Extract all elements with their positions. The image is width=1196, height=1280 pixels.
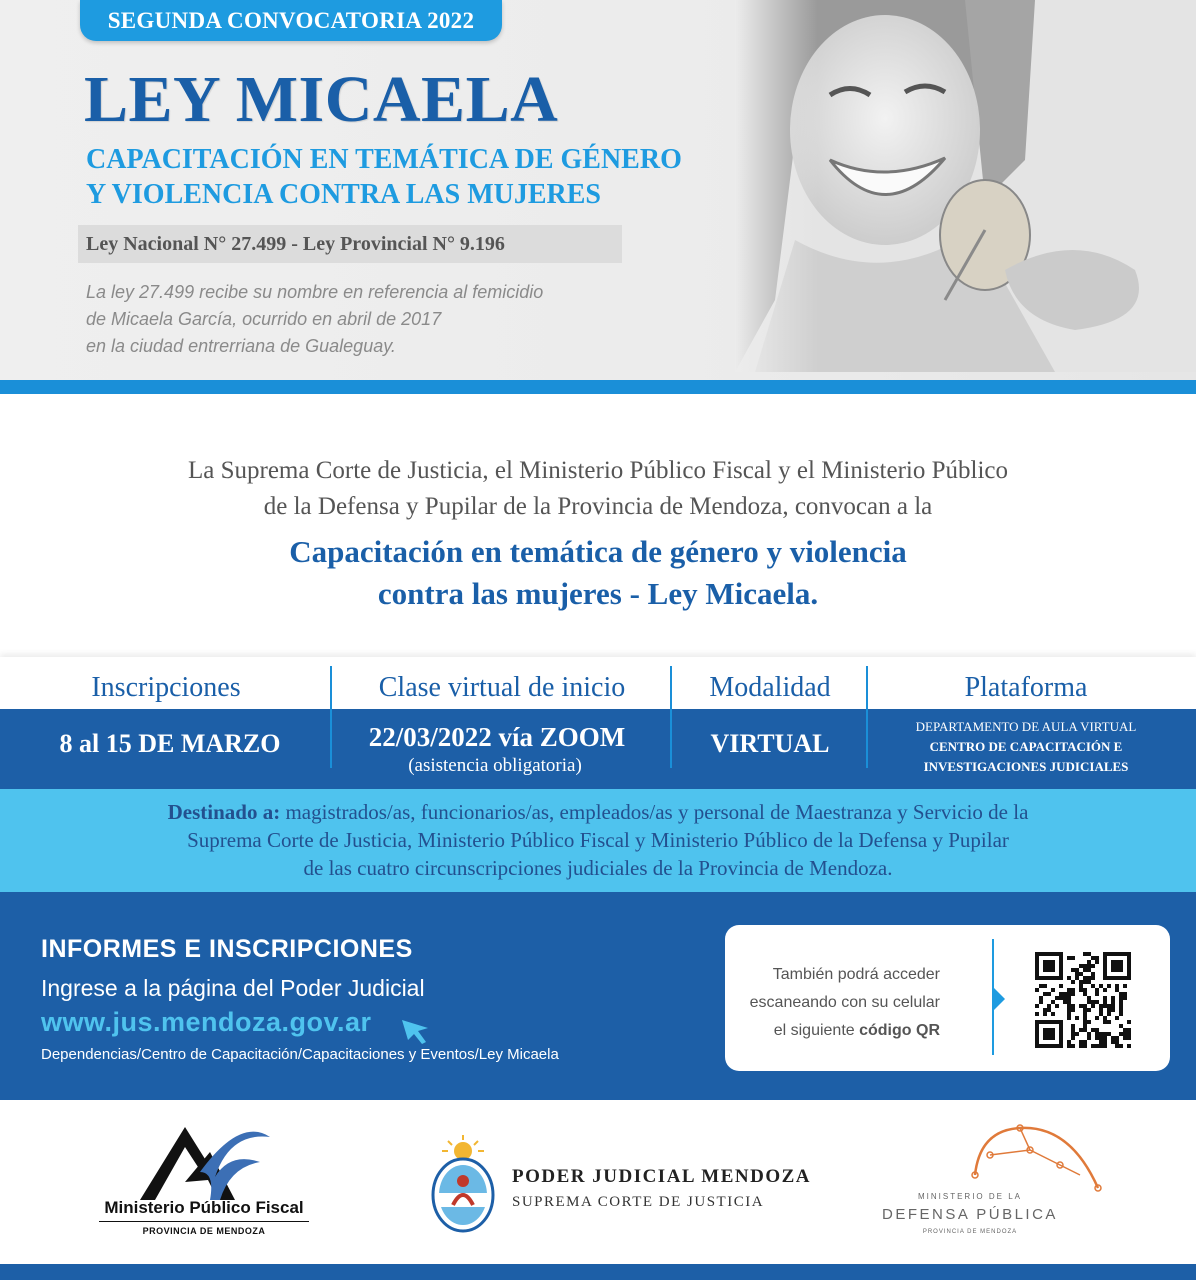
mpf-emblem-icon <box>130 1122 280 1202</box>
qr-text-line-3 <box>774 1017 940 1045</box>
mpf-name: Ministerio Público Fiscal <box>104 1198 304 1217</box>
convocation-headline-1: Capacitación en temática de género y violencia <box>289 534 907 569</box>
header-inscripciones: Inscripciones <box>91 672 241 703</box>
header-banner <box>0 0 1196 380</box>
subtitle-line-1: CAPACITACIÓN EN TEMÁTICA DE GÉNERO <box>86 144 682 175</box>
cursor-arrow-icon <box>398 1016 434 1046</box>
footer-bar <box>0 1264 1196 1280</box>
website-link[interactable]: www.jus.mendoza.gov.ar <box>41 1007 372 1037</box>
header-modalidad: Modalidad <box>709 672 831 703</box>
intro-text-line-1: La ley 27.499 recibe su nombre en referencia al femicidio <box>86 282 544 302</box>
qr-code[interactable] <box>1035 952 1131 1048</box>
convocation-headline-2: contra las mujeres - Ley Micaela. <box>377 576 819 611</box>
convocation-line-2: de la Defensa y Pupilar de la Provincia de Mendoza, convocan a la <box>263 493 933 520</box>
column-divider <box>330 666 332 768</box>
pj-subtitle: SUPREMA CORTE DE JUSTICIA <box>512 1194 765 1210</box>
page-title: LEY MICAELA <box>84 63 559 136</box>
law-numbers: Ley Nacional N° 27.499 - Ley Provincial N° 9.196 <box>78 225 622 263</box>
header-divider <box>0 380 1196 394</box>
audience-label: Destinado a: <box>167 800 281 824</box>
plataforma-line-1: DEPARTAMENTO DE AULA VIRTUAL <box>915 719 1137 734</box>
portrait-photo <box>735 0 1196 372</box>
subtitle-line-2: Y VIOLENCIA CONTRA LAS MUJERES <box>86 179 601 210</box>
mdp-name: DEFENSA PÚBLICA <box>882 1206 1058 1223</box>
plataforma-line-2: CENTRO DE CAPACITACIÓN E <box>929 739 1123 754</box>
info-instruction: Ingrese a la página del Poder Judicial <box>41 975 425 1001</box>
audience-line-1 <box>0 798 1196 826</box>
convocation-line-1: La Suprema Corte de Justicia, el Ministerio Público Fiscal y el Ministerio Público <box>187 457 1009 484</box>
intro-text-line-2: de Micaela García, ocurrido en abril de 2017 <box>86 309 442 329</box>
header-plataforma: Plataforma <box>964 672 1088 703</box>
column-divider <box>866 666 868 768</box>
qr-text-line-2: escaneando con su celular <box>749 994 940 1011</box>
modalidad-value: VIRTUAL <box>710 729 830 758</box>
info-title: INFORMES E INSCRIPCIONES <box>41 935 413 963</box>
clase-virtual-value: 22/03/2022 vía ZOOM <box>368 722 626 752</box>
edition-badge: SEGUNDA CONVOCATORIA 2022 <box>80 0 502 41</box>
audience-line-1-text: magistrados/as, funcionarios/as, empleados/as y personal de Maestranza y Servicio de la <box>280 800 1029 824</box>
qr-text-line-1: También podrá acceder <box>772 966 940 983</box>
qr-card <box>725 925 1170 1071</box>
qr-text-prefix: el siguiente <box>773 1022 860 1039</box>
mpf-rule <box>99 1221 309 1222</box>
header-clase-virtual: Clase virtual de inicio <box>378 672 626 703</box>
coat-of-arms-icon <box>428 1135 498 1235</box>
navigation-path: Dependencias/Centro de Capacitación/Capacitaciones y Eventos/Ley Micaela <box>41 1046 559 1063</box>
audience-line-3: de las cuatro circunscripciones judiciales de la Provincia de Mendoza. <box>303 856 893 880</box>
inscripciones-value: 8 al 15 DE MARZO <box>59 729 281 758</box>
mdp-subtitle: PROVINCIA DE MENDOZA <box>922 1229 1018 1235</box>
plataforma-line-3: INVESTIGACIONES JUDICIALES <box>923 759 1129 774</box>
column-divider <box>670 666 672 768</box>
mdp-small: MINISTERIO DE LA <box>917 1192 1022 1201</box>
intro-text-line-3: en la ciudad entrerriana de Gualeguay. <box>86 336 396 356</box>
constellation-icon <box>960 1120 1110 1200</box>
clase-virtual-note: (asistencia obligatoria) <box>408 755 582 776</box>
pj-name: PODER JUDICIAL MENDOZA <box>512 1166 812 1187</box>
qr-text-bold: código QR <box>859 1022 940 1039</box>
audience-line-2: Suprema Corte de Justicia, Ministerio Público Fiscal y Ministerio Público de la Defensa y Pupilar <box>187 828 1009 852</box>
mpf-subtitle: PROVINCIA DE MENDOZA <box>142 1226 266 1236</box>
pointer-triangle-icon <box>993 987 1005 1011</box>
